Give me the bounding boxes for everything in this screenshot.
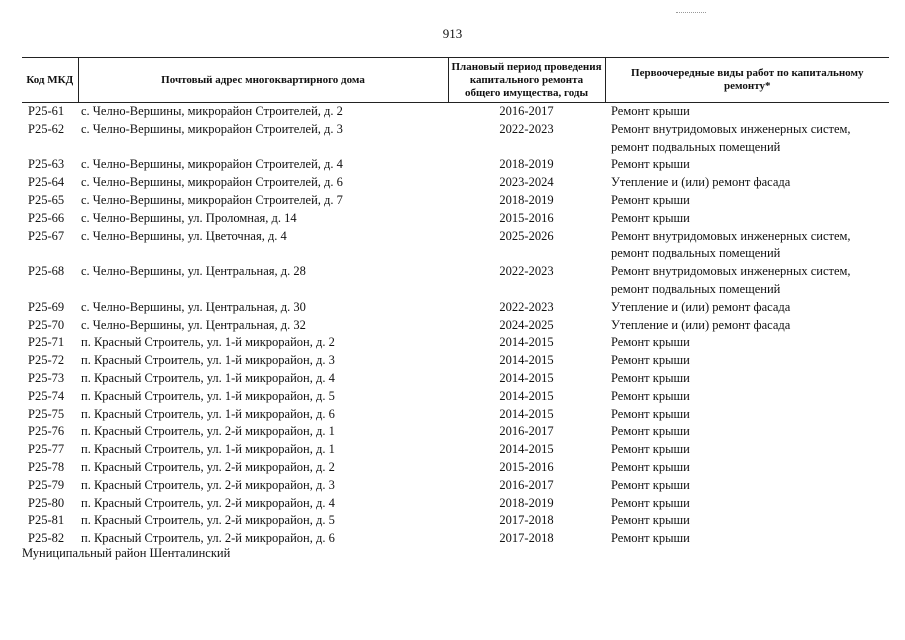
cell-code: Р25-75	[28, 406, 65, 421]
cell-address: с. Челно-Вершины, ул. Цветочная, д. 4	[81, 228, 287, 243]
cell-address: с. Челно-Вершины, ул. Центральная, д. 28	[81, 264, 306, 279]
cell-works: Ремонт крыши	[611, 210, 690, 225]
cell-works: Ремонт крыши	[611, 459, 690, 474]
cell-works: Ремонт крыши	[611, 335, 690, 350]
cell-code: Р25-76	[28, 424, 65, 439]
cell-address: с. Челно-Вершины, ул. Проломная, д. 14	[81, 210, 297, 225]
cell-address: п. Красный Строитель, ул. 1-й микрорайон, д. 5	[81, 388, 335, 403]
cell-code: Р25-78	[28, 459, 65, 474]
table-row	[22, 512, 889, 530]
header-address: Почтовый адрес многоквартирного дома	[78, 58, 448, 103]
cell-code: Р25-69	[28, 299, 65, 314]
cell-works: Ремонт крыши	[611, 192, 690, 207]
table-row	[22, 441, 889, 459]
cell-code: Р25-72	[28, 353, 65, 368]
cell-code: Р25-71	[28, 335, 65, 350]
cell-works: Ремонт крыши	[611, 442, 690, 457]
table-row	[22, 121, 889, 157]
cell-period: 2016-2017	[499, 424, 554, 439]
header-code: Код МКД	[22, 58, 78, 103]
cell-address: с. Челно-Вершины, микрорайон Строителей, д. 4	[81, 157, 343, 172]
table-row	[22, 103, 889, 121]
cell-address: п. Красный Строитель, ул. 2-й микрорайон, д. 3	[81, 477, 335, 492]
cell-period: 2014-2015	[499, 442, 554, 457]
cell-works: Ремонт крыши	[611, 406, 690, 421]
cell-code: Р25-74	[28, 388, 65, 403]
cell-period: 2024-2025	[499, 317, 554, 332]
cell-period: 2022-2023	[499, 264, 554, 279]
cell-address: п. Красный Строитель, ул. 1-й микрорайон, д. 3	[81, 353, 335, 368]
cell-works: Утепление и (или) ремонт фасада	[611, 175, 791, 190]
cell-address: с. Челно-Вершины, ул. Центральная, д. 30	[81, 299, 306, 314]
table-row	[22, 388, 889, 406]
cell-code: Р25-70	[28, 317, 65, 332]
cell-code: Р25-66	[28, 210, 65, 225]
table-row	[22, 495, 889, 513]
cell-period: 2023-2024	[499, 175, 554, 190]
cell-address: п. Красный Строитель, ул. 1-й микрорайон, д. 1	[81, 442, 335, 457]
cell-period: 2018-2019	[499, 192, 554, 207]
table-row	[22, 156, 889, 174]
cell-works: Ремонт крыши	[611, 424, 690, 439]
cell-address: п. Красный Строитель, ул. 1-й микрорайон, д. 2	[81, 335, 335, 350]
table-row	[22, 192, 889, 210]
housing-repair-table	[22, 57, 889, 548]
cell-address: п. Красный Строитель, ул. 2-й микрорайон, д. 1	[81, 424, 335, 439]
cell-works: Утепление и (или) ремонт фасада	[611, 317, 791, 332]
header-works: Первоочередные виды работ по капитальному ремонту*	[605, 58, 889, 103]
cell-works: Ремонт крыши	[611, 157, 690, 172]
header-period: Плановый период проведения капитального ремонта общего имущества, годы	[448, 58, 605, 103]
cell-address: п. Красный Строитель, ул. 1-й микрорайон, д. 4	[81, 370, 335, 385]
table-row	[22, 174, 889, 192]
cell-period: 2018-2019	[499, 157, 554, 172]
district-heading: Муниципальный район Шенталинский	[22, 546, 231, 560]
table-row	[22, 370, 889, 388]
cell-address: п. Красный Строитель, ул. 2-й микрорайон, д. 5	[81, 513, 335, 528]
cell-period: 2025-2026	[499, 228, 554, 243]
page-number: 913	[442, 26, 463, 41]
cell-works: Ремонт крыши	[611, 531, 690, 546]
table-row	[22, 334, 889, 352]
table-row	[22, 459, 889, 477]
cell-works: Ремонт крыши	[611, 477, 690, 492]
cell-works: Ремонт крыши	[611, 495, 690, 510]
cell-period: 2014-2015	[499, 388, 554, 403]
cell-period: 2016-2017	[499, 477, 554, 492]
cell-works: Ремонт внутридомовых инженерных систем, ремонт подвальных помещений	[611, 264, 851, 296]
table-row	[22, 352, 889, 370]
cell-works: Ремонт крыши	[611, 370, 690, 385]
cell-period: 2022-2023	[499, 121, 554, 136]
table-header-row	[22, 58, 889, 103]
cell-code: Р25-65	[28, 192, 65, 207]
cell-period: 2018-2019	[499, 495, 554, 510]
cell-code: Р25-67	[28, 228, 65, 243]
cell-address: п. Красный Строитель, ул. 2-й микрорайон, д. 6	[81, 531, 335, 546]
cell-address: с. Челно-Вершины, микрорайон Строителей, д. 6	[81, 175, 343, 190]
table-row	[22, 263, 889, 299]
cell-period: 2014-2015	[499, 370, 554, 385]
table-row	[22, 228, 889, 264]
cell-code: Р25-82	[28, 531, 65, 546]
cell-code: Р25-68	[28, 264, 65, 279]
table-row	[22, 299, 889, 317]
cell-works: Ремонт внутридомовых инженерных систем, ремонт подвальных помещений	[611, 121, 851, 154]
cell-address: с. Челно-Вершины, микрорайон Строителей, д. 7	[81, 192, 343, 207]
cell-period: 2015-2016	[499, 210, 554, 225]
cell-period: 2014-2015	[499, 406, 554, 421]
cell-period: 2014-2015	[499, 335, 554, 350]
table-row	[22, 317, 889, 335]
table-row	[22, 477, 889, 495]
cell-period: 2016-2017	[499, 104, 554, 118]
cell-period: 2017-2018	[499, 531, 554, 546]
table-row	[22, 210, 889, 228]
cell-address: п. Красный Строитель, ул. 2-й микрорайон, д. 4	[81, 495, 335, 510]
cell-code: Р25-61	[28, 104, 65, 118]
cell-code: Р25-77	[28, 442, 65, 457]
cell-address: с. Челно-Вершины, микрорайон Строителей, д. 2	[81, 104, 343, 118]
cell-works: Ремонт крыши	[611, 104, 690, 118]
cell-works: Ремонт крыши	[611, 388, 690, 403]
cell-period: 2022-2023	[499, 299, 554, 314]
cell-code: Р25-80	[28, 495, 65, 510]
cell-code: Р25-73	[28, 370, 65, 385]
cell-code: Р25-81	[28, 513, 65, 528]
cell-works: Ремонт внутридомовых инженерных систем, ремонт подвальных помещений	[611, 228, 851, 261]
table-body	[22, 103, 889, 548]
cell-address: п. Красный Строитель, ул. 2-й микрорайон, д. 2	[81, 459, 335, 474]
table-row	[22, 406, 889, 424]
cell-works: Утепление и (или) ремонт фасада	[611, 299, 791, 314]
cell-address: с. Челно-Вершины, ул. Центральная, д. 32	[81, 317, 306, 332]
cell-address: п. Красный Строитель, ул. 1-й микрорайон, д. 6	[81, 406, 335, 421]
cell-code: Р25-64	[28, 175, 65, 190]
cell-period: 2015-2016	[499, 459, 554, 474]
cell-works: Ремонт крыши	[611, 513, 690, 528]
cell-period: 2017-2018	[499, 513, 554, 528]
cell-period: 2014-2015	[499, 353, 554, 368]
cell-code: Р25-62	[28, 121, 65, 136]
cell-code: Р25-79	[28, 477, 65, 492]
cell-address: с. Челно-Вершины, микрорайон Строителей, д. 3	[81, 121, 343, 136]
cell-works: Ремонт крыши	[611, 353, 690, 368]
scan-speck	[676, 12, 706, 14]
cell-code: Р25-63	[28, 157, 65, 172]
table-row	[22, 423, 889, 441]
